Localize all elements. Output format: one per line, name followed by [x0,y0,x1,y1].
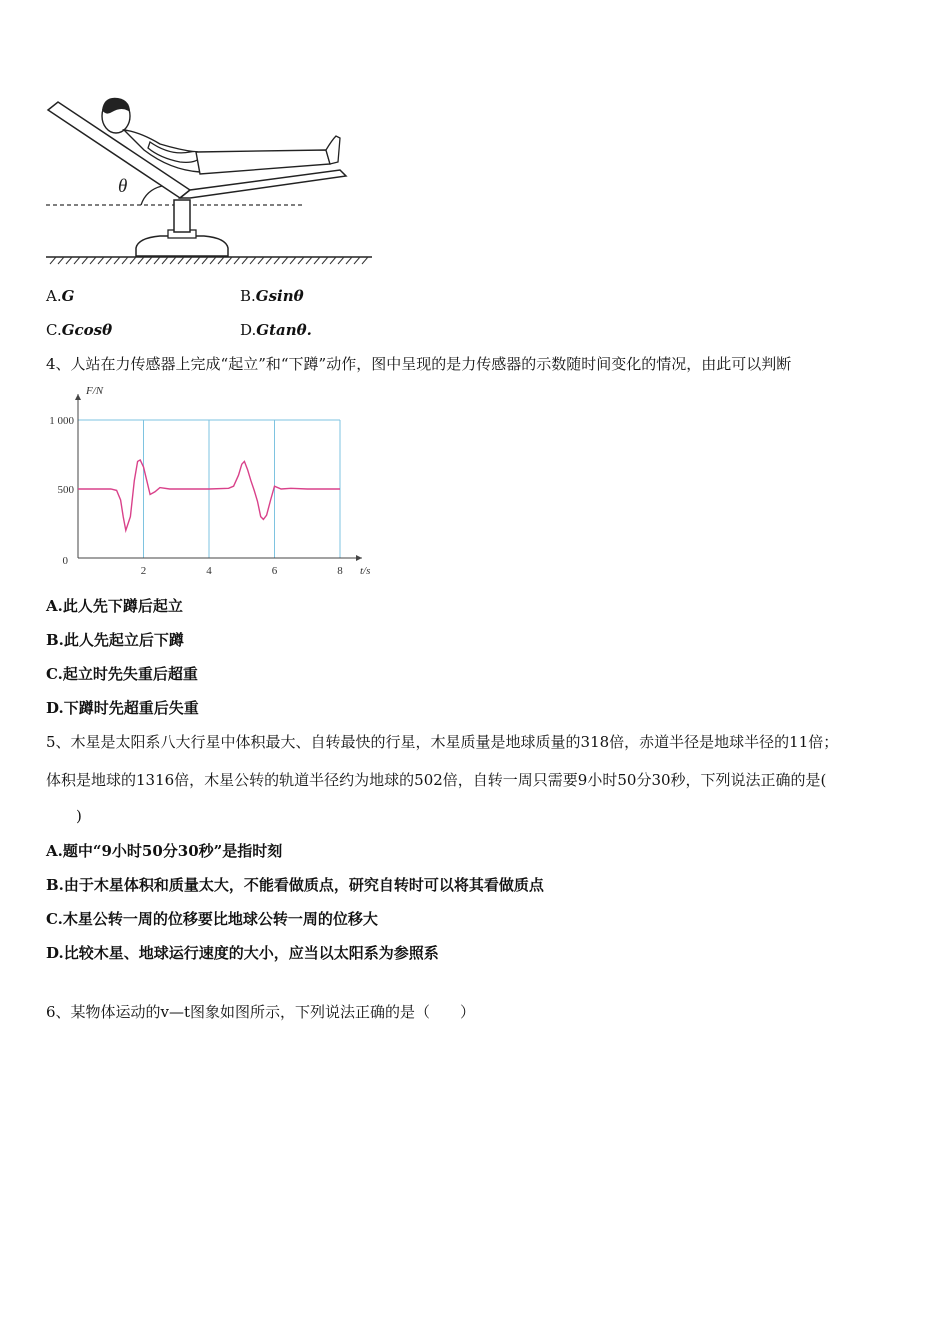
q5-option-a: A.题中“9小时50分30秒”是指时刻 [46,842,283,860]
chair-pedestal [174,200,190,232]
q4-option-b: B.此人先起立后下蹲 [46,631,184,649]
chart-tick-labels [49,415,343,577]
q5-option-c: C.木星公转一周的位移要比地球公转一周的位移大 [46,910,378,928]
q3-option-c: C.Gcosθ [46,321,113,339]
q5-option-d: D.比较木星、地球运行速度的大小，应当以太阳系为参照系 [46,944,439,962]
x-tick-label: 6 [271,565,278,577]
chart-axes [75,394,362,561]
q5-stem-line-2: 体积是地球的1316倍，木星公转的轨道半径约为地球的502倍，自转一周只需要9小时50分30秒，下列说法正确的是( [46,771,827,789]
y-axis-label: F/N [86,385,104,397]
chair-base [136,236,228,256]
q5-stem-line-3: ) [76,807,82,825]
reclined-chair-figure [40,90,380,270]
q4-option-c: C.起立时先失重后超重 [46,665,198,683]
q3-option-a: A.G [46,287,75,305]
q6-stem: 6、某物体运动的v—t图象如图所示，下列说法正确的是（ ） [46,1003,476,1021]
x-tick-label: 2 [140,565,147,577]
y-axis-arrow [75,394,81,400]
x-axis-label: t/s [360,565,371,577]
q5-stem-line-1: 5、木星是太阳系八大行星中体积最大、自转最快的行星，木星质量是地球质量的318倍，赤道半径是地球半径的11倍； [46,733,839,751]
ground-hatching [50,257,368,264]
x-tick-label: 8 [337,565,343,577]
q3-option-b: B.Gsinθ [240,287,304,305]
q4-stem: 4、人站在力传感器上完成“起立”和“下蹲”动作，图中呈现的是力传感器的示数随时间变化的情况，由此可以判断 [46,355,792,373]
force-time-chart [40,378,380,578]
q5-option-b: B.由于木星体积和质量太大，不能看做质点，研究自转时可以将其看做质点 [46,876,544,894]
x-tick-label: 4 [206,565,212,577]
q4-option-a: A.此人先下蹲后起立 [46,597,183,615]
y-tick-label: 500 [57,484,74,496]
y-tick-label: 1 000 [49,415,74,427]
angle-theta-label: θ [118,176,128,197]
q4-option-d: D.下蹲时先超重后失重 [46,699,199,717]
x-axis-arrow [356,555,362,561]
q3-option-d: D.Gtanθ. [240,321,312,339]
origin-label: 0 [62,555,68,567]
person-legs [196,150,330,174]
